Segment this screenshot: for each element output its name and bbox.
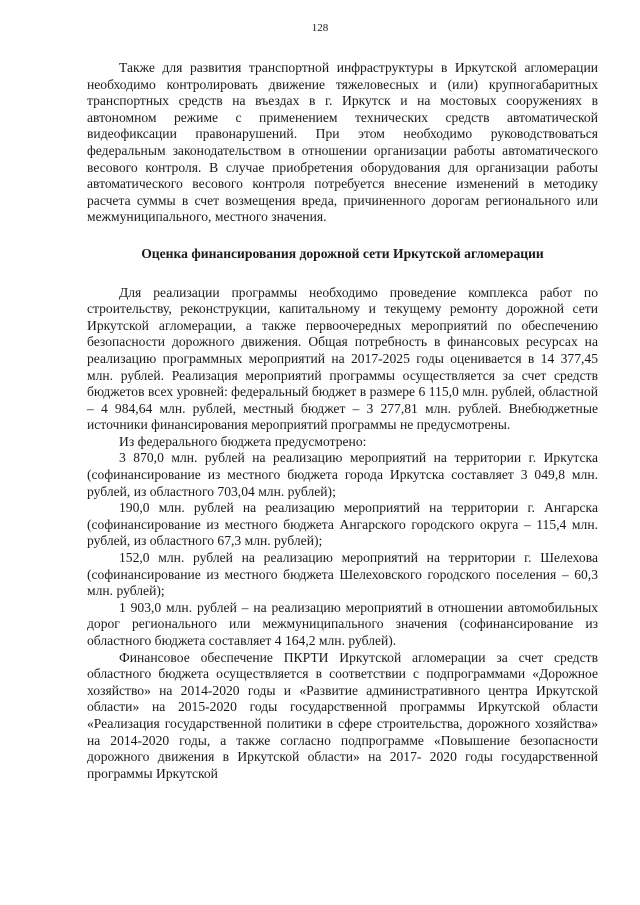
intro-paragraph: Также для развития транспортной инфраструктуры в Иркутской агломерации необходимо контролировать движение тяжеловесных и (или) крупногабаритных транспортных средств на въездах в г. Иркутск и на мостовых сооружениях в автономном режиме с применением технических средств автоматической видеофиксации правонарушений. При этом необходимо руководствоваться федеральным законодательством в отношении организации работы автоматического весового контроля. В случае приобретения оборудования для организации работы автоматического весового контроля потребуется внесение изменений в методику расчета суммы в счет возмещения вреда, причиненного дорогам регионального или межмуниципального, местного значения. xyxy=(87,60,598,225)
paragraph-regional-budget-programs: Финансовое обеспечение ПКРТИ Иркутской агломерации за счет средств областного бюджета осуществляется в соответствии с подпрограммами «Дорожное хозяйство» на 2014-2020 годы и «Развитие административного центра Иркутской области» на 2015-2020 годы государственной программы Иркутской области «Реализация государственной политики в сфере строительства, дорожного хозяйства» на 2014-2020 годы, а также согласно подпрограмме «Повышение безопасности дорожного движения в Иркутской области» на 2017- 2020 годы государственной программы Иркутской xyxy=(87,649,598,781)
document-body xyxy=(87,60,598,782)
paragraph-irkutsk-funding: 3 870,0 млн. рублей на реализацию мероприятий на территории г. Иркутска (софинансирование из местного бюджета города Иркутска составляет 3 049,8 млн. рублей, из областного 703,04 млн. рублей); xyxy=(87,450,598,499)
page-number: 128 xyxy=(311,22,329,34)
paragraph-angarsk-funding: 190,0 млн. рублей на реализацию мероприятий на территории г. Ангарска (софинансирование из местного бюджета Ангарского городского округа – 115,4 млн. рублей, из областного 67,3 млн. рублей); xyxy=(87,500,598,549)
paragraph-financing-overview: Для реализации программы необходимо проведение комплекса работ по строительству, реконструкции, капитальному и текущему ремонту дорожной сети Иркутской агломерации, а также первоочередных мероприятий по обеспечению безопасности дорожного движения. Общая потребность в финансовых ресурсах на реализацию программных мероприятий на 2017-2025 годы оценивается в 14 377,45 млн. рублей. Реализация мероприятий программы осуществляется за счет средств бюджетов всех уровней: федеральный бюджет в размере 6 115,0 млн. рублей, областной – 4 984,64 млн. рублей, местный бюджет – 3 277,81 млн. рублей. Внебюджетные источники финансирования мероприятий программы не предусмотрены. xyxy=(87,284,598,433)
paragraph-regional-roads-funding: 1 903,0 млн. рублей – на реализацию мероприятий в отношении автомобильных дорог регионального или межмуниципального значения (софинансирование из областного бюджета составляет 4 164,2 млн. рублей). xyxy=(87,599,598,648)
paragraph-federal-budget-intro: Из федерального бюджета предусмотрено: xyxy=(119,433,367,449)
section-heading: Оценка финансирования дорожной сети Иркутской агломерации xyxy=(141,245,544,261)
paragraph-shelekhov-funding: 152,0 млн. рублей на реализацию мероприятий на территории г. Шелехова (софинансирование из местного бюджета Шелеховского городского поселения – 60,3 млн. рублей); xyxy=(87,550,598,599)
